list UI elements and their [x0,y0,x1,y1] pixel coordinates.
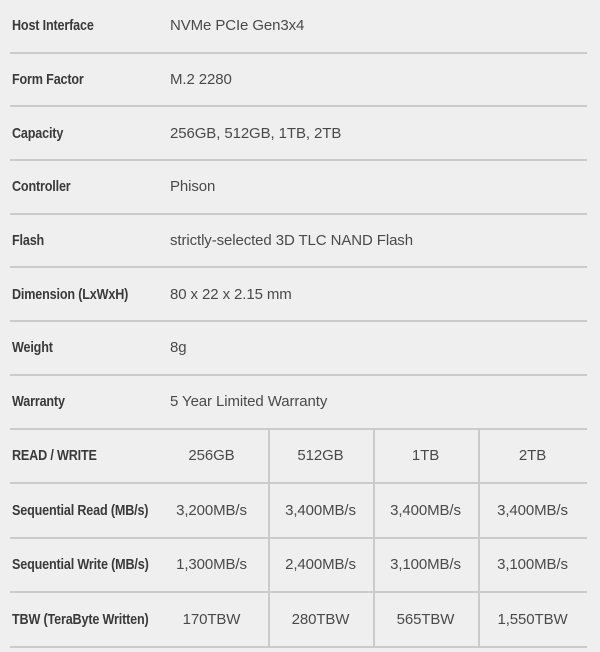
perf-row-sequential-write [10,539,587,594]
perf-cell: 280TBW [291,610,350,628]
perf-row-label-text: Sequential Write (MB/s) [12,556,149,574]
perf-cell: 2,400MB/s [285,556,356,574]
spec-label [10,125,170,142]
spec-row-form-factor [10,54,587,108]
spec-value: strictly-selected 3D TLC NAND Flash [170,232,413,250]
perf-capacity-header: 1TB [411,447,440,465]
perf-row-tbw [10,593,587,648]
spec-label-text: Weight [12,339,53,357]
perf-row-label-text: TBW (TeraByte Written) [12,610,149,628]
perf-cell: 3,400MB/s [497,501,568,519]
spec-value: 5 Year Limited Warranty [170,393,328,411]
perf-row-label [10,611,155,628]
perf-cell: 1,550TBW [497,610,568,628]
spec-label-text: Capacity [12,124,64,142]
perf-row-label [10,502,155,519]
spec-label-text: Warranty [12,393,65,411]
spec-row-warranty [10,376,587,430]
perf-cell: 3,100MB/s [497,556,568,574]
perf-capacity-header: 256GB [188,447,235,465]
spec-label-text: Controller [12,178,71,196]
spec-row-dimension [10,268,587,322]
perf-capacity-header: 512GB [297,447,344,465]
perf-header-row [10,430,587,485]
perf-row-sequential-read [10,484,587,539]
spec-value: M.2 2280 [170,71,232,89]
spec-row-controller [10,161,587,215]
spec-value: Phison [170,178,216,196]
spec-label [10,232,170,249]
perf-cell: 565TBW [396,610,455,628]
column-divider [373,430,375,648]
column-divider [478,430,480,648]
spec-value: 256GB, 512GB, 1TB, 2TB [170,124,342,142]
column-divider [268,430,270,648]
spec-label [10,393,170,410]
perf-cell: 1,300MB/s [176,556,247,574]
perf-cell: 3,100MB/s [390,556,461,574]
perf-header-label-text: READ / WRITE [12,447,97,465]
spec-row-weight [10,322,587,376]
spec-label-text: Host Interface [12,17,94,35]
spec-label [10,286,170,303]
perf-row-label [10,556,155,573]
spec-label [10,178,170,195]
perf-capacity-header: 2TB [518,447,547,465]
spec-value: 80 x 22 x 2.15 mm [170,285,292,303]
performance-table [10,430,587,648]
spec-row-flash [10,215,587,269]
perf-cell: 3,200MB/s [176,501,247,519]
perf-cell: 3,400MB/s [285,501,356,519]
perf-cell: 170TBW [182,610,241,628]
spec-label [10,17,170,34]
spec-row-capacity [10,107,587,161]
spec-label-text: Flash [12,232,45,250]
spec-table [10,0,587,430]
spec-row-host-interface [10,0,587,54]
spec-value: NVMe PCIe Gen3x4 [170,17,305,35]
spec-value: 8g [170,339,187,357]
spec-label-text: Dimension (LxWxH) [12,285,129,303]
perf-header-label [10,447,155,464]
perf-cell: 3,400MB/s [390,501,461,519]
spec-label-text: Form Factor [12,71,84,89]
spec-label [10,339,170,356]
perf-row-label-text: Sequential Read (MB/s) [12,501,149,519]
spec-label [10,71,170,88]
